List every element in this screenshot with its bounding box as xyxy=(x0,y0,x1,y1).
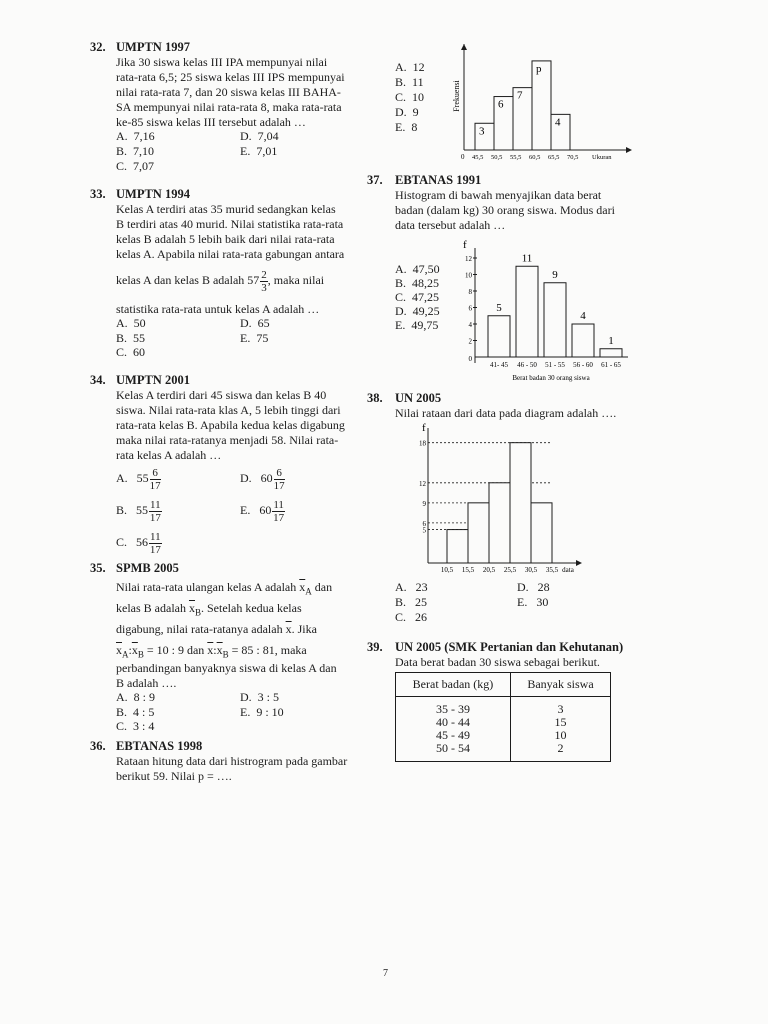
y-tick-label: 6 xyxy=(422,519,426,528)
q35-option: A. 8 : 9 xyxy=(116,690,156,704)
q33-line: kelas B adalah 5 lebih baik dari nilai rata-rata xyxy=(116,232,335,246)
q32-number: 32. xyxy=(90,40,106,54)
y-tick-label: 5 xyxy=(422,526,426,535)
page-number: 7 xyxy=(383,968,388,979)
q32-line: nilai rata-rata 7, dan 20 siswa kelas III BAHA- xyxy=(116,85,341,99)
q32-line: rata-rata 6,5; 25 siswa kelas III IPS mempunyai xyxy=(116,70,345,84)
q39-number: 39. xyxy=(367,640,383,654)
q32-line: SA mempunyai nilai rata-rata 8, maka rata-rata xyxy=(116,100,342,114)
q37-option: C. 47,25 xyxy=(395,290,440,304)
q37-title: EBTANAS 1991 xyxy=(395,173,482,187)
q37-option: E. 49,75 xyxy=(395,318,439,332)
histogram-bar xyxy=(475,123,494,150)
y-axis-label: Frekuensi xyxy=(452,80,461,112)
q33-option: C. 60 xyxy=(116,345,146,359)
q34-option: D. 60 $\frac{6}{17}$ xyxy=(240,466,285,492)
bar-label: 3 xyxy=(479,125,485,138)
q34-line: rata kelas A adalah … xyxy=(116,448,222,462)
q38-option: D. 28 xyxy=(517,580,550,594)
q37-option: B. 48,25 xyxy=(395,276,440,290)
bar-label: 11 xyxy=(521,252,533,265)
q35-option: C. 3 : 4 xyxy=(116,719,155,733)
histogram-bar xyxy=(488,316,510,357)
table-cell: 3 15 10 2 xyxy=(511,697,611,762)
histogram-bar xyxy=(532,61,551,150)
q38-option: E. 30 xyxy=(517,595,549,609)
q33-option: D. 65 xyxy=(240,316,270,330)
q32-option: D. 7,04 xyxy=(240,129,279,143)
tick-label: 25,5 xyxy=(503,566,517,574)
bar-label: 1 xyxy=(608,334,614,347)
tick-label: 20,5 xyxy=(482,566,496,574)
q34-option: C. 56 $\frac{11}{17}$ xyxy=(116,530,161,556)
histogram-bar xyxy=(600,349,622,357)
tick-label: 65,5 xyxy=(548,154,560,161)
histogram-bar xyxy=(468,503,489,563)
table-header: Berat badan (kg) xyxy=(396,673,511,697)
table-header-row xyxy=(396,673,611,697)
tick-label: 70,5 xyxy=(567,154,579,161)
q32-option: A. 7,16 xyxy=(116,129,155,143)
q33-line: statistika rata-rata untuk kelas A adalah … xyxy=(116,302,320,316)
axis-origin-label: 0 xyxy=(461,153,465,161)
tick-label: 10,5 xyxy=(440,566,454,574)
axis-origin-label: 0 xyxy=(468,355,472,363)
bar-label: 5 xyxy=(496,301,502,314)
tick-label: 50,5 xyxy=(491,154,503,161)
y-tick-label: 4 xyxy=(468,321,472,329)
q36-option: E. 8 xyxy=(395,120,418,134)
q34-option: A. 55 $\frac{6}{17}$ xyxy=(116,466,161,492)
y-tick-label: 2 xyxy=(468,337,472,346)
q36-option: D. 9 xyxy=(395,105,419,119)
q34-line: siswa. Nilai rata-rata klas A, 5 lebih tinggi dari xyxy=(116,403,341,417)
histogram-bar xyxy=(489,483,510,563)
q32-option: C. 7,07 xyxy=(116,159,155,173)
q32-line: Jika 30 siswa kelas III IPA mempunyai nilai xyxy=(116,55,328,69)
mixed-fraction: $\frac{2}{3}$ xyxy=(261,268,267,294)
tick-label: 30,5 xyxy=(524,566,538,574)
table-cell: 35 - 39 40 - 44 45 - 49 50 - 54 xyxy=(396,697,511,762)
q34-line: rata-rata kelas B. Apabila kedua kelas digabung xyxy=(116,418,345,432)
y-tick-label: 12 xyxy=(465,255,472,263)
table-header: Banyak siswa xyxy=(511,673,611,697)
q37-option: D. 49,25 xyxy=(395,304,440,318)
histogram-bar xyxy=(551,114,570,150)
q33-fraction-line: kelas A dan kelas B adalah 57 $\frac{2}{3}$ , maka nilai xyxy=(116,268,325,294)
bar-label: 7 xyxy=(517,89,523,102)
q37-line: data tersebut adalah … xyxy=(395,218,506,232)
table-row xyxy=(396,697,611,762)
histogram-bar xyxy=(513,88,532,150)
q38-line: Nilai rataan dari data pada diagram adalah …. xyxy=(395,406,617,420)
q32-option: E. 7,01 xyxy=(240,144,278,158)
q35-line: Nilai rata-rata ulangan kelas A adalah $\overline{x}_A$ dan xyxy=(116,580,333,597)
q36-line: Rataan hitung data dari histrogram pada gambar xyxy=(116,754,348,768)
q33-line: Kelas A terdiri atas 35 murid sedangkan kelas xyxy=(116,202,336,216)
q33-line: kelas A. Apabila nilai rata-rata gabungan antara xyxy=(116,247,345,261)
q36-option: B. 11 xyxy=(395,75,424,89)
q32-option: B. 7,10 xyxy=(116,144,155,158)
y-tick-label: 18 xyxy=(419,439,426,448)
histogram-bar xyxy=(516,266,538,357)
q36-option: A. 12 xyxy=(395,60,425,74)
q33-line: B terdiri atas 40 murid. Nilai statistika rata-rata xyxy=(116,217,344,231)
tick-label: 61 - 65 xyxy=(601,361,621,369)
tick-label: 56 - 60 xyxy=(573,361,593,369)
q38-title: UN 2005 xyxy=(395,391,442,405)
q35-line: perbandingan banyaknya siswa di kelas A dan xyxy=(116,661,337,675)
q33-option: B. 55 xyxy=(116,331,146,345)
x-axis-arrow xyxy=(626,147,632,153)
q36-histogram xyxy=(450,38,640,163)
tick-label: 55,5 xyxy=(510,154,522,161)
q35-option: D. 3 : 5 xyxy=(240,690,280,704)
x-axis-label: Ukuran xyxy=(592,154,612,161)
tick-label: 60,5 xyxy=(529,154,541,161)
q33-option: A. 50 xyxy=(116,316,146,330)
bar-label: 9 xyxy=(552,268,558,281)
q36-title: EBTANAS 1998 xyxy=(116,739,203,753)
q33-option: E. 75 xyxy=(240,331,269,345)
tick-label: 41- 45 xyxy=(489,361,509,369)
tick-label: 15,5 xyxy=(461,566,475,574)
tick-label: 45,5 xyxy=(472,154,484,161)
tick-label: 51 - 55 xyxy=(545,361,565,369)
q34-number: 34. xyxy=(90,373,106,387)
q37-histogram xyxy=(445,236,635,386)
y-tick-label: 9 xyxy=(422,499,426,508)
q32-line: ke-85 siswa kelas III tersebut adalah … xyxy=(116,115,306,129)
q34-line: maka nilai rata-ratanya menjadi 58. Nilai rata- xyxy=(116,433,339,447)
q35-line: digabung, nilai rata-ratanya adalah $\overline{x}$. Jika xyxy=(116,622,317,636)
y-tick-label: 6 xyxy=(468,304,472,313)
q34-line: Kelas A terdiri dari 45 siswa dan kelas B 40 xyxy=(116,388,327,402)
q38-option: A. 23 xyxy=(395,580,428,594)
q39-line: Data berat badan 30 siswa sebagai berikut. xyxy=(395,655,600,669)
q39-weight-table xyxy=(395,672,611,762)
histogram-bar xyxy=(494,97,513,150)
histogram-bar xyxy=(572,324,594,357)
q35-option: B. 4 : 5 xyxy=(116,705,155,719)
histogram-bar xyxy=(544,283,566,357)
x-axis-label: Berat badan 30 orang siswa xyxy=(512,374,590,382)
bar-label: 4 xyxy=(580,310,586,322)
q35-number: 35. xyxy=(90,561,106,575)
histogram-bar xyxy=(510,443,531,563)
q32-title: UMPTN 1997 xyxy=(116,40,190,54)
q37-number: 37. xyxy=(367,173,383,187)
bar-label: p xyxy=(536,62,542,75)
bar-label: 6 xyxy=(498,98,504,111)
q38-histogram xyxy=(400,418,590,578)
q35-line: $\overline{x}_A:\overline{x}_B = 10$ : 9 dan $\overline{x}:\overline{x}_B = 85$ : 81, maka xyxy=(116,643,307,660)
y-tick-label: 8 xyxy=(468,288,472,296)
q34-option: E. 60 $\frac{11}{17}$ xyxy=(240,498,285,524)
histogram-bar xyxy=(531,503,552,563)
x-axis-arrow xyxy=(576,560,582,566)
q33-number: 33. xyxy=(90,187,106,201)
y-axis-label: f xyxy=(422,422,426,434)
q36-line: berikut 59. Nilai p = …. xyxy=(116,769,232,783)
y-tick-label: 10 xyxy=(465,271,472,280)
q38-option: B. 25 xyxy=(395,595,428,609)
q34-title: UMPTN 2001 xyxy=(116,373,190,387)
x-axis-label: data xyxy=(562,566,574,574)
q36-number: 36. xyxy=(90,739,106,753)
q37-line: Histogram di bawah menyajikan data berat xyxy=(395,188,602,202)
y-axis-label: f xyxy=(463,239,467,251)
q35-line: B adalah …. xyxy=(116,676,177,690)
histogram-bar xyxy=(447,530,468,563)
q35-line: kelas B adalah $\overline{x}_B$. Setelah kedua kelas xyxy=(116,601,302,618)
y-axis-arrow xyxy=(461,44,467,50)
tick-label: 46 - 50 xyxy=(517,361,537,369)
q33-title: UMPTN 1994 xyxy=(116,187,190,201)
q35-title: SPMB 2005 xyxy=(116,561,179,575)
q39-title: UN 2005 (SMK Pertanian dan Kehutanan) xyxy=(395,640,624,654)
q38-option: C. 26 xyxy=(395,610,428,624)
q37-line: badan (dalam kg) 30 orang siswa. Modus dari xyxy=(395,203,615,217)
q35-option: E. 9 : 10 xyxy=(240,705,284,719)
bar-label: 4 xyxy=(555,116,561,129)
q37-option: A. 47,50 xyxy=(395,262,440,276)
q38-number: 38. xyxy=(367,391,383,405)
tick-label: 35,5 xyxy=(545,566,559,574)
q36-option: C. 10 xyxy=(395,90,425,104)
q34-option: B. 55 $\frac{11}{17}$ xyxy=(116,498,161,524)
y-tick-label: 12 xyxy=(419,479,426,488)
